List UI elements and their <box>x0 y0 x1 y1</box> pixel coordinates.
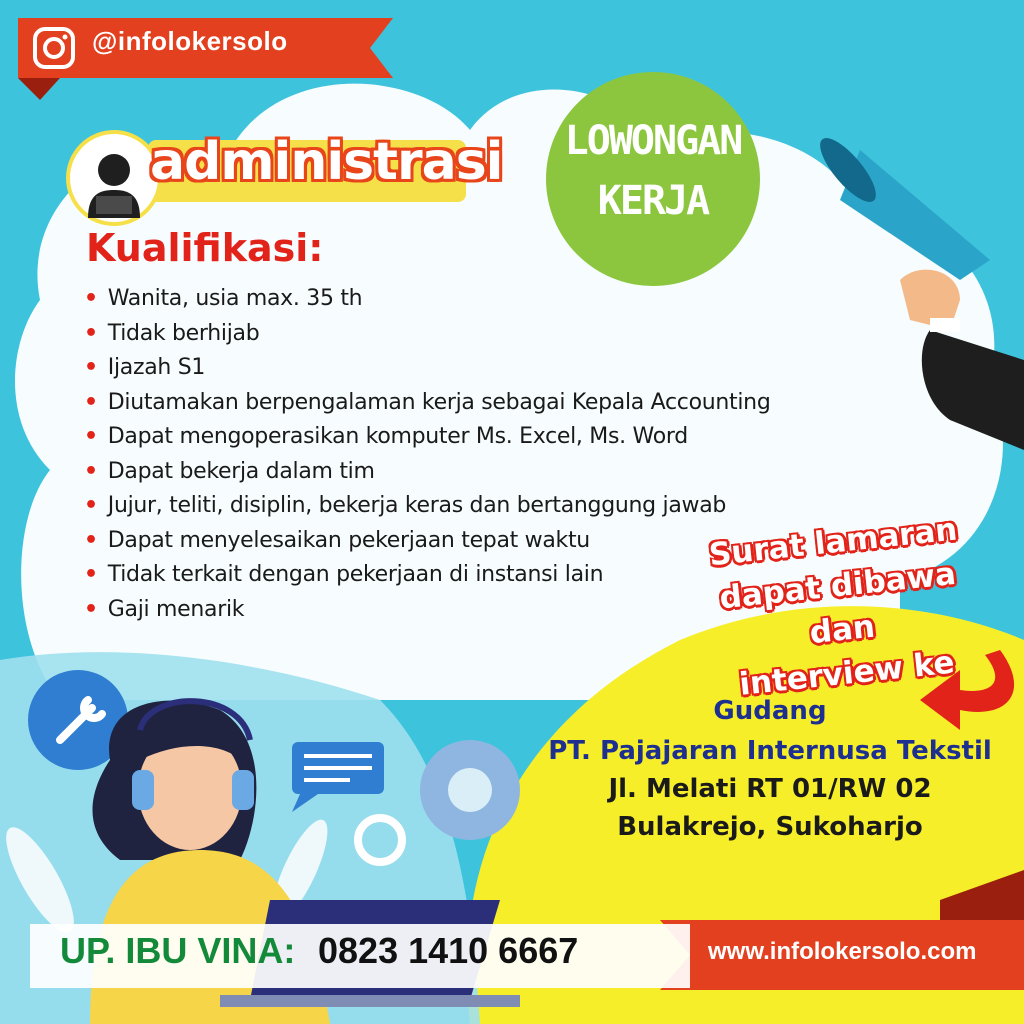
qualification-item: • Ijazah S1 <box>84 355 206 380</box>
qualification-item: • Diutamakan berpengalaman kerja sebagai Kepala Accounting <box>84 389 771 415</box>
qualification-item: • Wanita, usia max. 35 th <box>84 286 363 311</box>
qualification-item: • Tidak terkait dengan pekerjaan di instansi lain <box>84 562 604 587</box>
qualification-item: • Dapat mengoperasikan komputer Ms. Excel, Ms. Word <box>84 424 688 449</box>
instagram-handle: @infolokersolo <box>92 26 288 56</box>
application-callout <box>682 505 999 711</box>
callout-line-1: Surat lamaran <box>707 511 959 574</box>
qualification-item: • Tidak berhijab <box>84 320 260 346</box>
callout-line-3: interview ke <box>737 644 957 703</box>
qualification-item: • Gaji menarik <box>84 596 245 622</box>
address-street: Jl. Melati RT 01/RW 02 <box>608 774 932 804</box>
address-city: Bulakrejo, Sukoharjo <box>617 812 923 842</box>
qualifications-heading: Kualifikasi: <box>86 226 324 270</box>
qualification-item: • Jujur, teliti, disiplin, bekerja keras dan bertanggung jawab <box>84 493 727 518</box>
title-line-2: KERJA <box>597 178 709 224</box>
qualification-item: • Dapat bekerja dalam tim <box>84 458 375 484</box>
customer-service-avatar-icon <box>66 130 162 226</box>
contact-phone[interactable]: 0823 1410 6667 <box>318 930 579 971</box>
contact-label: UP. IBU VINA: <box>60 930 296 971</box>
website-link[interactable]: www.infolokersolo.com <box>708 938 977 965</box>
instagram-icon <box>32 26 76 70</box>
job-title: administrasi <box>150 132 503 192</box>
qualifications-list <box>84 282 771 627</box>
address-line-1: Gudang <box>713 696 827 726</box>
qualification-item: • Dapat menyelesaikan pekerjaan tepat waktu <box>84 527 590 553</box>
callout-line-2: dapat dibawa dan <box>717 555 958 652</box>
address-company: PT. Pajajaran Internusa Tekstil <box>548 736 992 766</box>
title-line-1: LOWONGAN <box>564 118 742 164</box>
